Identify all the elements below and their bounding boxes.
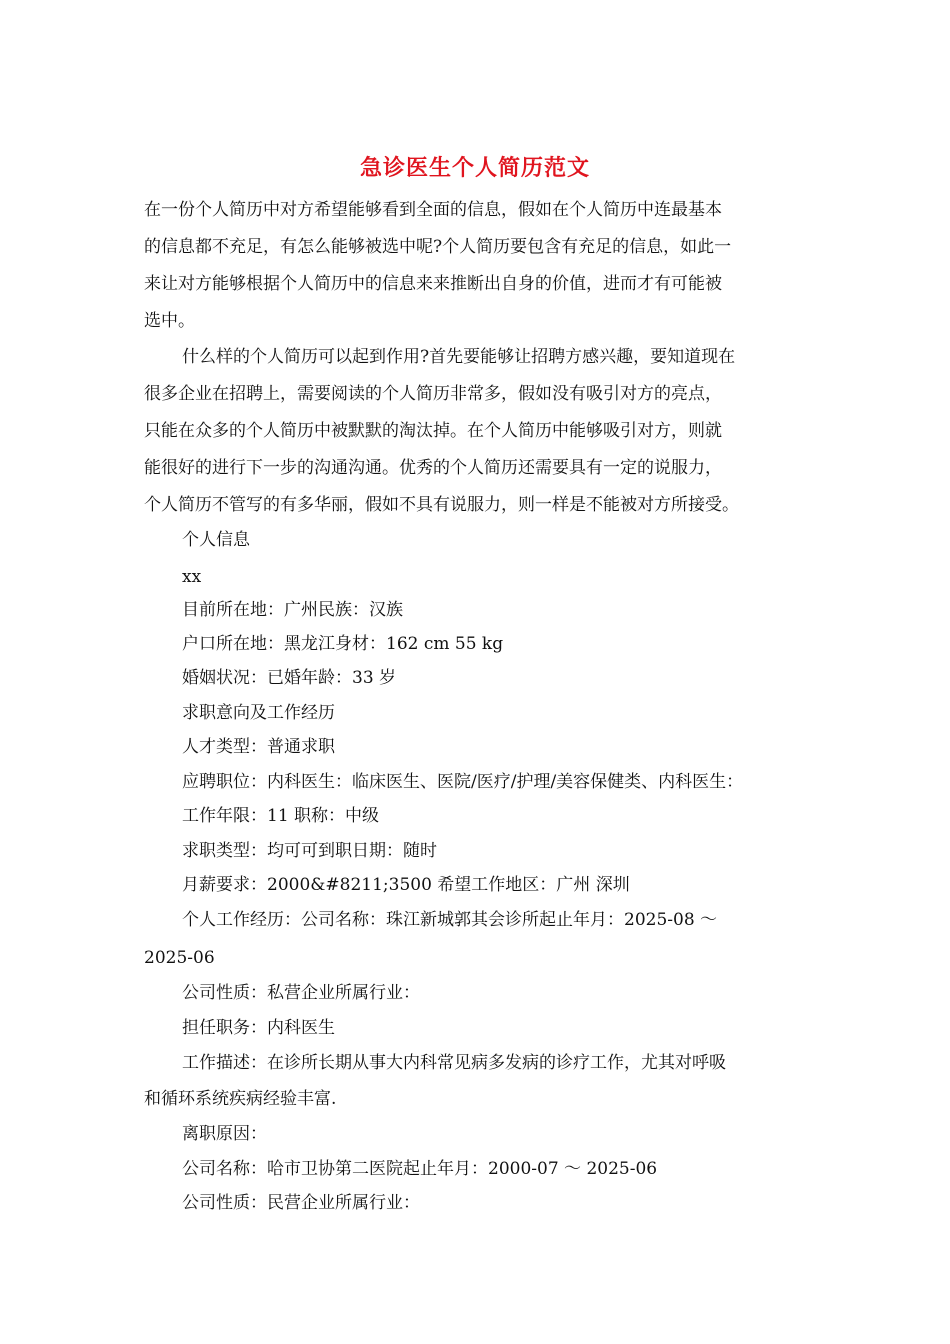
document-title: 急诊医生个人简历范文 [359,155,590,181]
paragraph-line: 能很好的进行下一步的沟通沟通。优秀的个人简历还需要具有一定的说服力， [144,458,722,478]
name-line: xx [182,567,202,587]
info-line: 月薪要求：2000&#8211;3500 希望工作地区：广州 深圳 [182,875,630,895]
paragraph-line: 很多企业在招聘上，需要阅读的个人简历非常多，假如没有吸引对方的亮点， [144,384,722,404]
paragraph-line: 只能在众多的个人简历中被默默的淘汰掉。在个人简历中能够吸引对方，则就 [144,421,722,441]
info-line: 个人工作经历：公司名称：珠江新城郭其会诊所起止年月：2025-08 ～ [182,910,718,930]
info-line: 工作年限：11 职称：中级 [182,806,380,826]
paragraph-line: 的信息都不充足，有怎么能够被选中呢?个人简历要包含有充足的信息，如此一 [144,237,732,257]
paragraph-line: 选中。 [144,311,195,331]
info-line: 求职类型：均可可到职日期：随时 [182,841,437,861]
info-line: 婚姻状况：已婚年龄：33 岁 [182,668,397,688]
section-heading-personal-info: 个人信息 [182,530,250,550]
paragraph-line: 在一份个人简历中对方希望能够看到全面的信息，假如在个人简历中连最基本 [144,200,722,220]
info-line: 目前所在地：广州民族：汉族 [182,600,403,620]
intro-paragraph [144,192,824,340]
info-line: 和循环系统疾病经验丰富. [144,1089,337,1109]
info-line: 担任职务：内科医生 [182,1018,335,1038]
info-line: 人才类型：普通求职 [182,737,335,757]
info-line: 公司名称：哈市卫协第二医院起止年月：2000-07 ～ 2025-06 [182,1159,658,1179]
section-heading-job-intention: 求职意向及工作经历 [182,703,335,723]
info-line: 2025-06 [144,948,215,968]
info-line: 离职原因： [182,1124,267,1144]
paragraph-line: 来让对方能够根据个人简历中的信息来来推断出自身的价值，进而才有可能被 [144,274,722,294]
info-line: 工作描述：在诊所长期从事大内科常见病多发病的诊疗工作，尤其对呼吸 [182,1053,726,1073]
info-line: 公司性质：民营企业所属行业： [182,1193,420,1213]
info-line: 公司性质：私营企业所属行业： [182,983,420,1003]
paragraph-line: 什么样的个人简历可以起到作用?首先要能够让招聘方感兴趣，要知道现在 [182,347,736,367]
info-line: 应聘职位：内科医生：临床医生、医院/医疗/护理/美容保健类、内科医生： [182,772,744,792]
second-paragraph [144,339,824,524]
paragraph-line: 个人简历不管写的有多华丽，假如不具有说服力，则一样是不能被对方所接受。 [144,495,739,515]
info-line: 户口所在地：黑龙江身材：162 cm 55 kg [182,634,504,654]
